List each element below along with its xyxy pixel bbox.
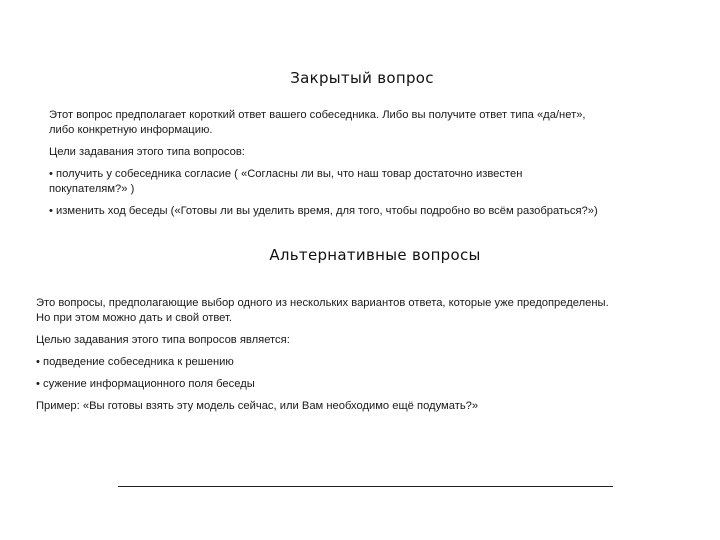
alternative-questions-example: Пример: «Вы готовы взять эту модель сейчас, или Вам необходимо ещё подумать?» — [36, 400, 479, 412]
closed-question-intro-line-1: Этот вопрос предполагает короткий ответ вашего собеседника. Либо вы получите ответ типа «да/нет», — [49, 109, 586, 121]
closed-question-title: Закрытый вопрос — [290, 69, 434, 87]
alternative-questions-bullet-1: • подведение собеседника к решению — [36, 356, 234, 368]
alternative-questions-intro-line-1: Это вопросы, предполагающие выбор одного из нескольких вариантов ответа, которые уже предопределены. — [36, 297, 609, 309]
alternative-questions-bullet-2: • сужение информационного поля беседы — [36, 378, 255, 390]
closed-question-goals-heading: Цели задавания этого типа вопросов: — [49, 146, 245, 158]
closed-question-section — [49, 108, 669, 219]
alternative-questions-title: Альтернативные вопросы — [269, 246, 481, 264]
footer-divider — [118, 486, 613, 487]
alternative-questions-goals-heading: Целью задавания этого типа вопросов является: — [36, 334, 290, 346]
closed-question-bullet-1-line-2: покупателям?» ) — [49, 183, 135, 195]
alternative-questions-section — [36, 296, 676, 414]
closed-question-bullet-1-line-1: • получить у собеседника согласие ( «Согласны ли вы, что наш товар достаточно известен — [49, 168, 523, 180]
closed-question-intro-line-2: либо конкретную информацию. — [49, 124, 213, 136]
closed-question-bullet-2: • изменить ход беседы («Готовы ли вы уделить время, для того, чтобы подробно во всём разобраться?») — [49, 205, 598, 217]
alternative-questions-intro-line-2: Но при этом можно дать и свой ответ. — [36, 312, 232, 324]
